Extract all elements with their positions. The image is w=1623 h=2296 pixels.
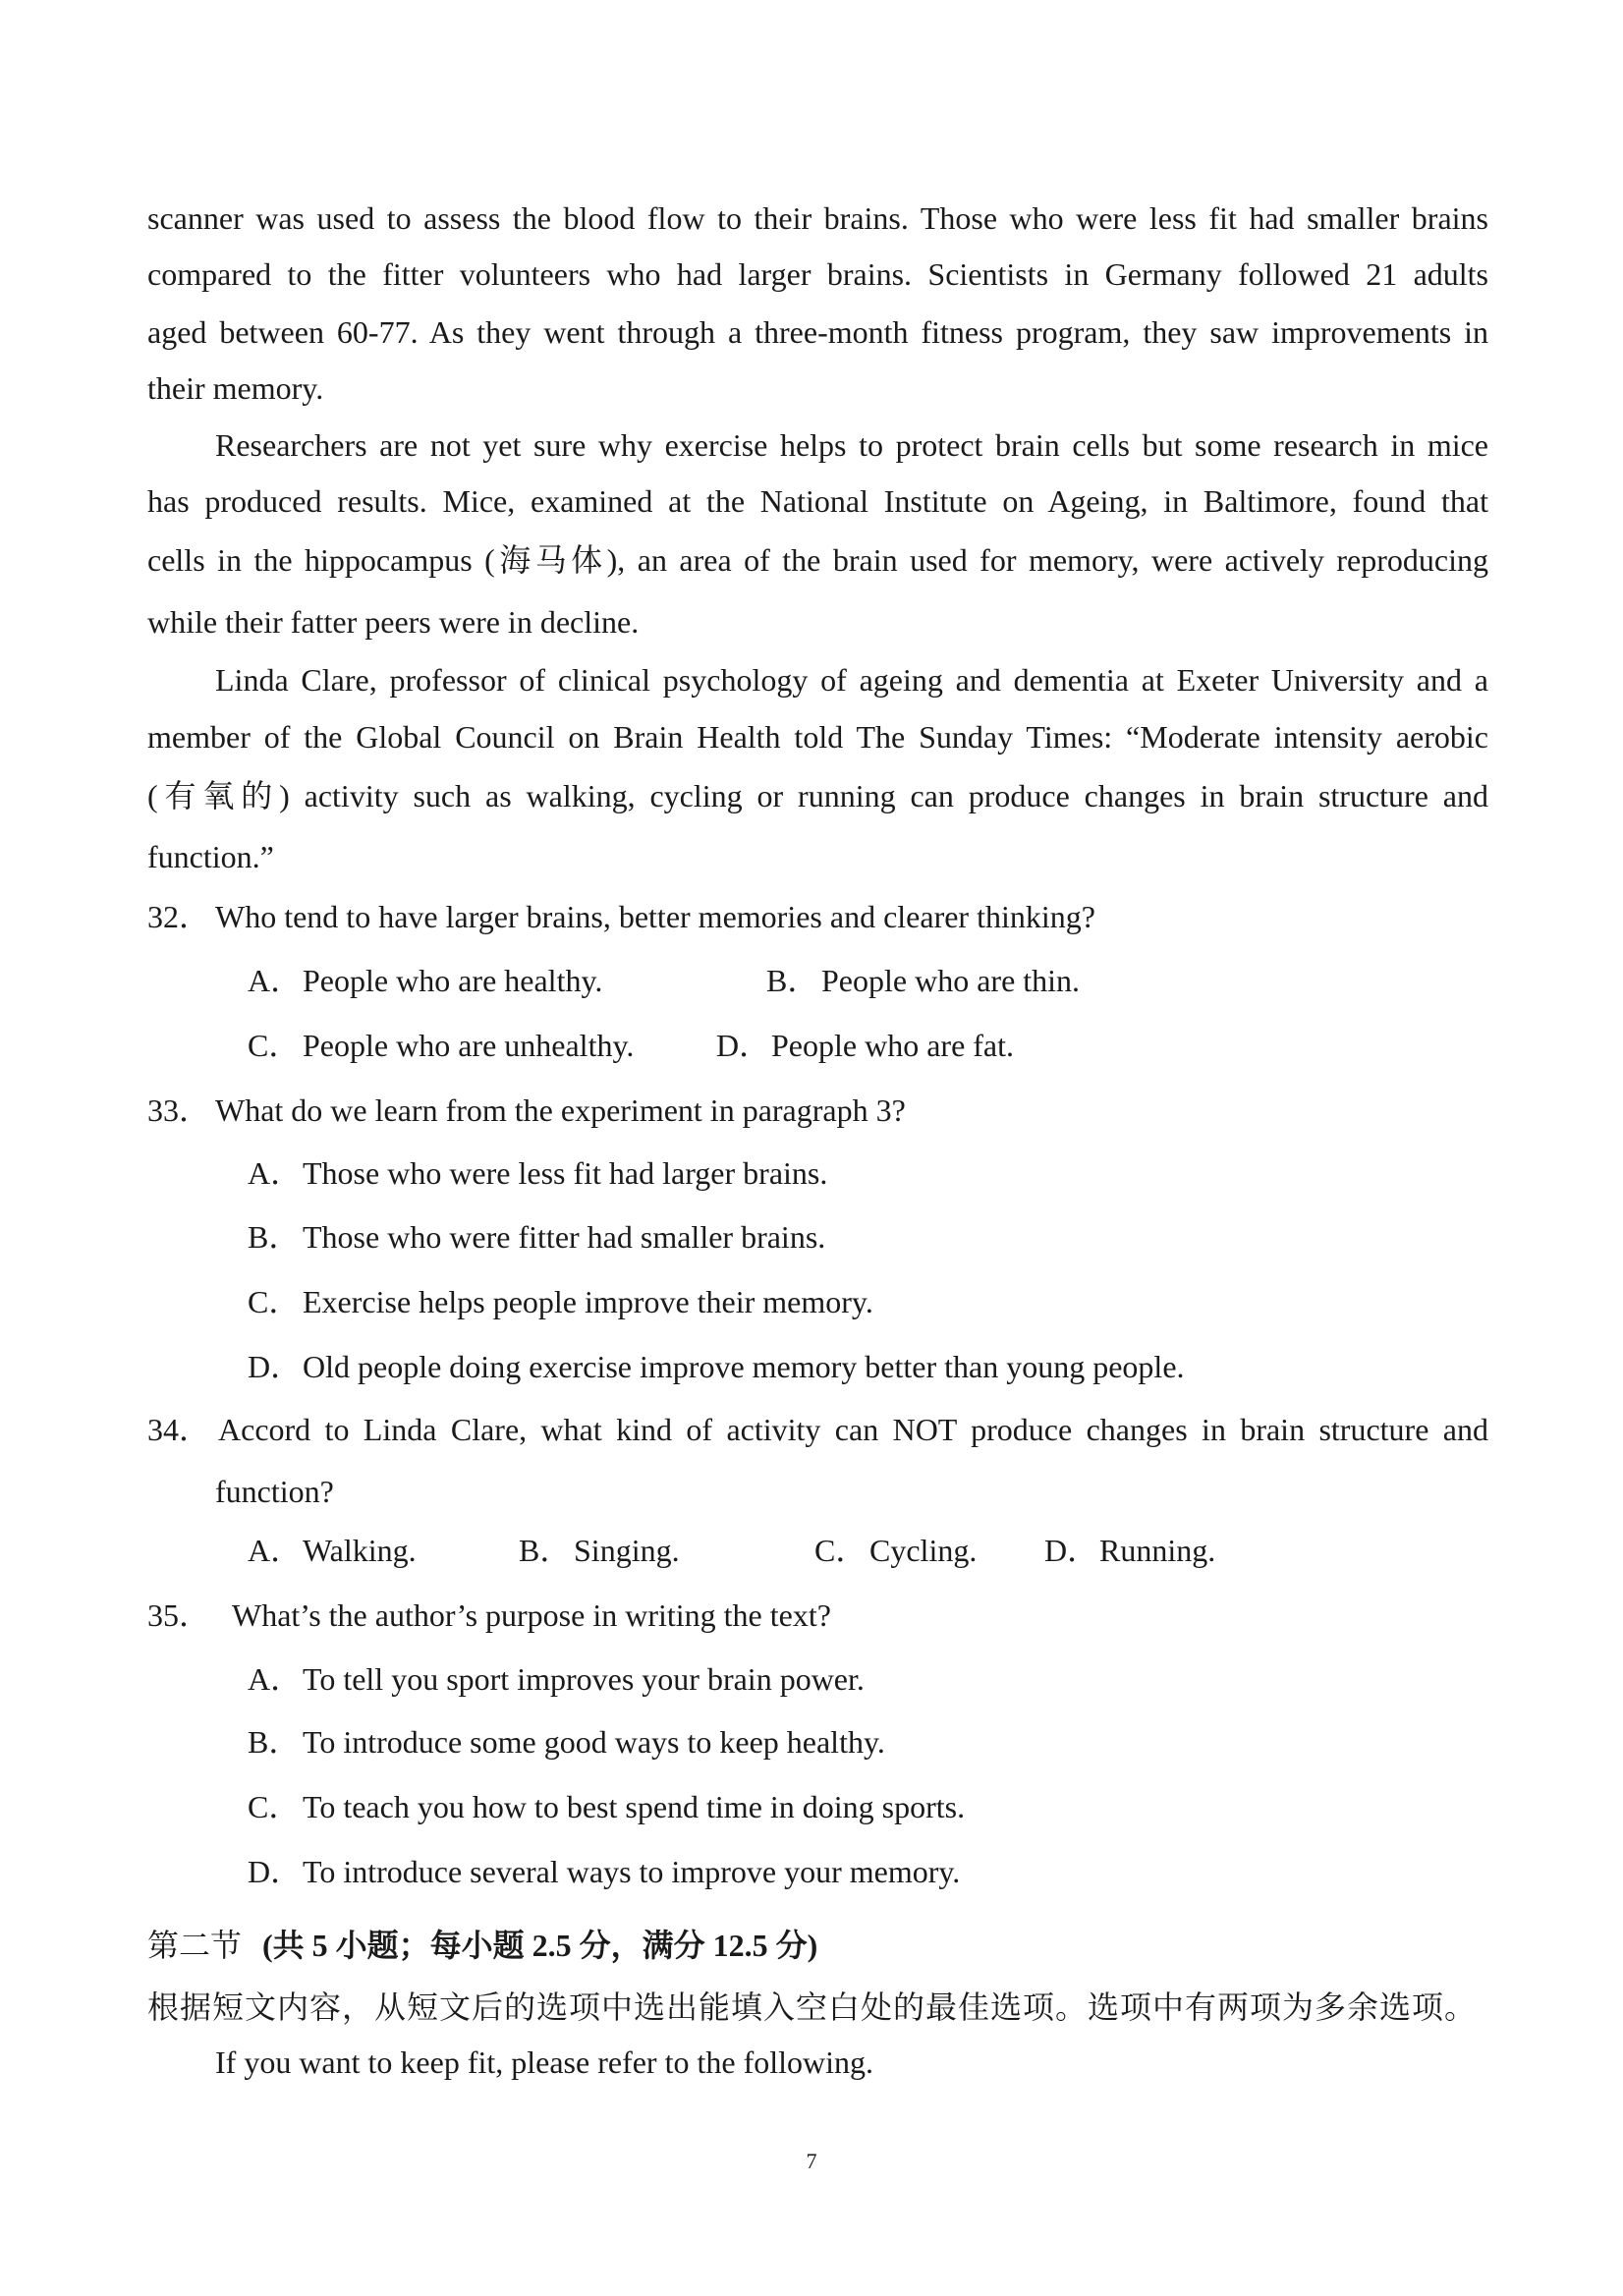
option-text: Old people doing exercise improve memory better than young people. [303, 1349, 1185, 1384]
question-text: Who tend to have larger brains, better memories and clearer thinking? [215, 899, 1095, 934]
option-text: Those who were fitter had smaller brains. [303, 1219, 826, 1255]
option-d [1044, 1529, 1215, 1572]
passage-line: cells in the hippocampus (海马体), an area of the brain used for memory, were actively reproducing [147, 542, 1488, 578]
option-label: C． [248, 1284, 301, 1319]
passage-line: their memory. [147, 370, 324, 406]
section-title: 第二节 [147, 1928, 243, 1963]
question-number: 35． [147, 1597, 211, 1633]
passage-line: while their fatter peers were in decline. [147, 604, 640, 640]
passage-line: aged between 60-77. As they went through a three-month fitness program, they saw improvements in [147, 314, 1488, 350]
option-label: A． [248, 1661, 303, 1697]
option-c [248, 1024, 634, 1067]
option-a [248, 1657, 865, 1701]
option-label: A． [248, 1155, 303, 1191]
option-b [248, 1720, 885, 1764]
option-a [248, 1529, 417, 1572]
option-label: C． [248, 1028, 301, 1063]
option-label: D． [716, 1028, 771, 1063]
option-text: People who are unhealthy. [303, 1028, 635, 1063]
option-label: D． [1044, 1533, 1099, 1568]
passage-line: compared to the fitter volunteers who had larger brains. Scientists in Germany followed 21 adults [147, 256, 1488, 292]
option-text: Those who were less fit had larger brains. [303, 1155, 828, 1191]
question-number: 34． [147, 1412, 211, 1447]
option-text: Running. [1099, 1533, 1216, 1568]
option-label: B． [248, 1219, 301, 1255]
option-d [716, 1024, 1014, 1067]
option-a [248, 1151, 827, 1195]
option-label: C． [814, 1533, 867, 1568]
option-label: A． [248, 963, 303, 998]
option-text: To introduce several ways to improve your memory. [303, 1854, 961, 1889]
passage-line: function.” [147, 839, 274, 874]
question-text: Accord to Linda Clare, what kind of activity can NOT produce changes in brain structure and [218, 1412, 1488, 1447]
option-label: C． [248, 1789, 301, 1824]
option-label: B． [519, 1533, 572, 1568]
option-c [248, 1280, 873, 1323]
passage-line: member of the Global Council on Brain Health told The Sunday Times: “Moderate intensity aerobic [147, 719, 1488, 755]
option-text: People who are thin. [821, 963, 1081, 998]
option-text: To teach you how to best spend time in doing sports. [303, 1789, 966, 1824]
passage-line: Researchers are not yet sure why exercise helps to protect brain cells but some research in mice [215, 427, 1488, 463]
option-text: Cycling. [869, 1533, 978, 1568]
option-c [248, 1785, 965, 1828]
option-label: B． [248, 1724, 301, 1760]
question-text: What do we learn from the experiment in paragraph 3? [215, 1092, 906, 1128]
option-text: To introduce some good ways to keep healthy. [303, 1724, 885, 1760]
question-text: function? [215, 1474, 334, 1509]
passage-line: scanner was used to assess the blood flow to their brains. Those who were less fit had smaller brains [147, 200, 1488, 236]
option-label: A． [248, 1533, 303, 1568]
option-text: Exercise helps people improve their memory. [303, 1284, 873, 1319]
section-intro: If you want to keep fit, please refer to the following. [215, 2044, 873, 2080]
option-text: To tell you sport improves your brain power. [303, 1661, 865, 1697]
question-number: 33． [147, 1092, 211, 1128]
section-note: (共 5 小题；每小题 2.5 分，满分 12.5 分) [262, 1928, 818, 1963]
option-a [248, 959, 602, 1002]
option-label: D． [248, 1349, 303, 1384]
option-d [248, 1345, 1185, 1388]
option-label: B． [766, 963, 819, 998]
option-label: D． [248, 1854, 303, 1889]
section-instruction: 根据短文内容，从短文后的选项中选出能填入空白处的最佳选项。选项中有两项为多余选项。 [147, 1989, 1478, 2025]
question-text: What’s the author’s purpose in writing the text? [232, 1597, 831, 1633]
question-number: 32． [147, 899, 211, 934]
page-number: 7 [806, 2149, 817, 2173]
option-text: People who are fat. [771, 1028, 1015, 1063]
option-d [248, 1850, 960, 1893]
option-text: People who are healthy. [303, 963, 603, 998]
option-text: Singing. [574, 1533, 680, 1568]
option-c [814, 1529, 977, 1572]
option-b [248, 1215, 825, 1259]
passage-line: (有氧的) activity such as walking, cycling or running can produce changes in brain structure and [147, 778, 1488, 813]
option-text: Walking. [303, 1533, 417, 1568]
passage-line: has produced results. Mice, examined at the National Institute on Ageing, in Baltimore, found that [147, 483, 1488, 519]
option-b [766, 959, 1080, 1002]
passage-line: Linda Clare, professor of clinical psychology of ageing and dementia at Exeter University and a [215, 662, 1488, 698]
option-b [519, 1529, 680, 1572]
